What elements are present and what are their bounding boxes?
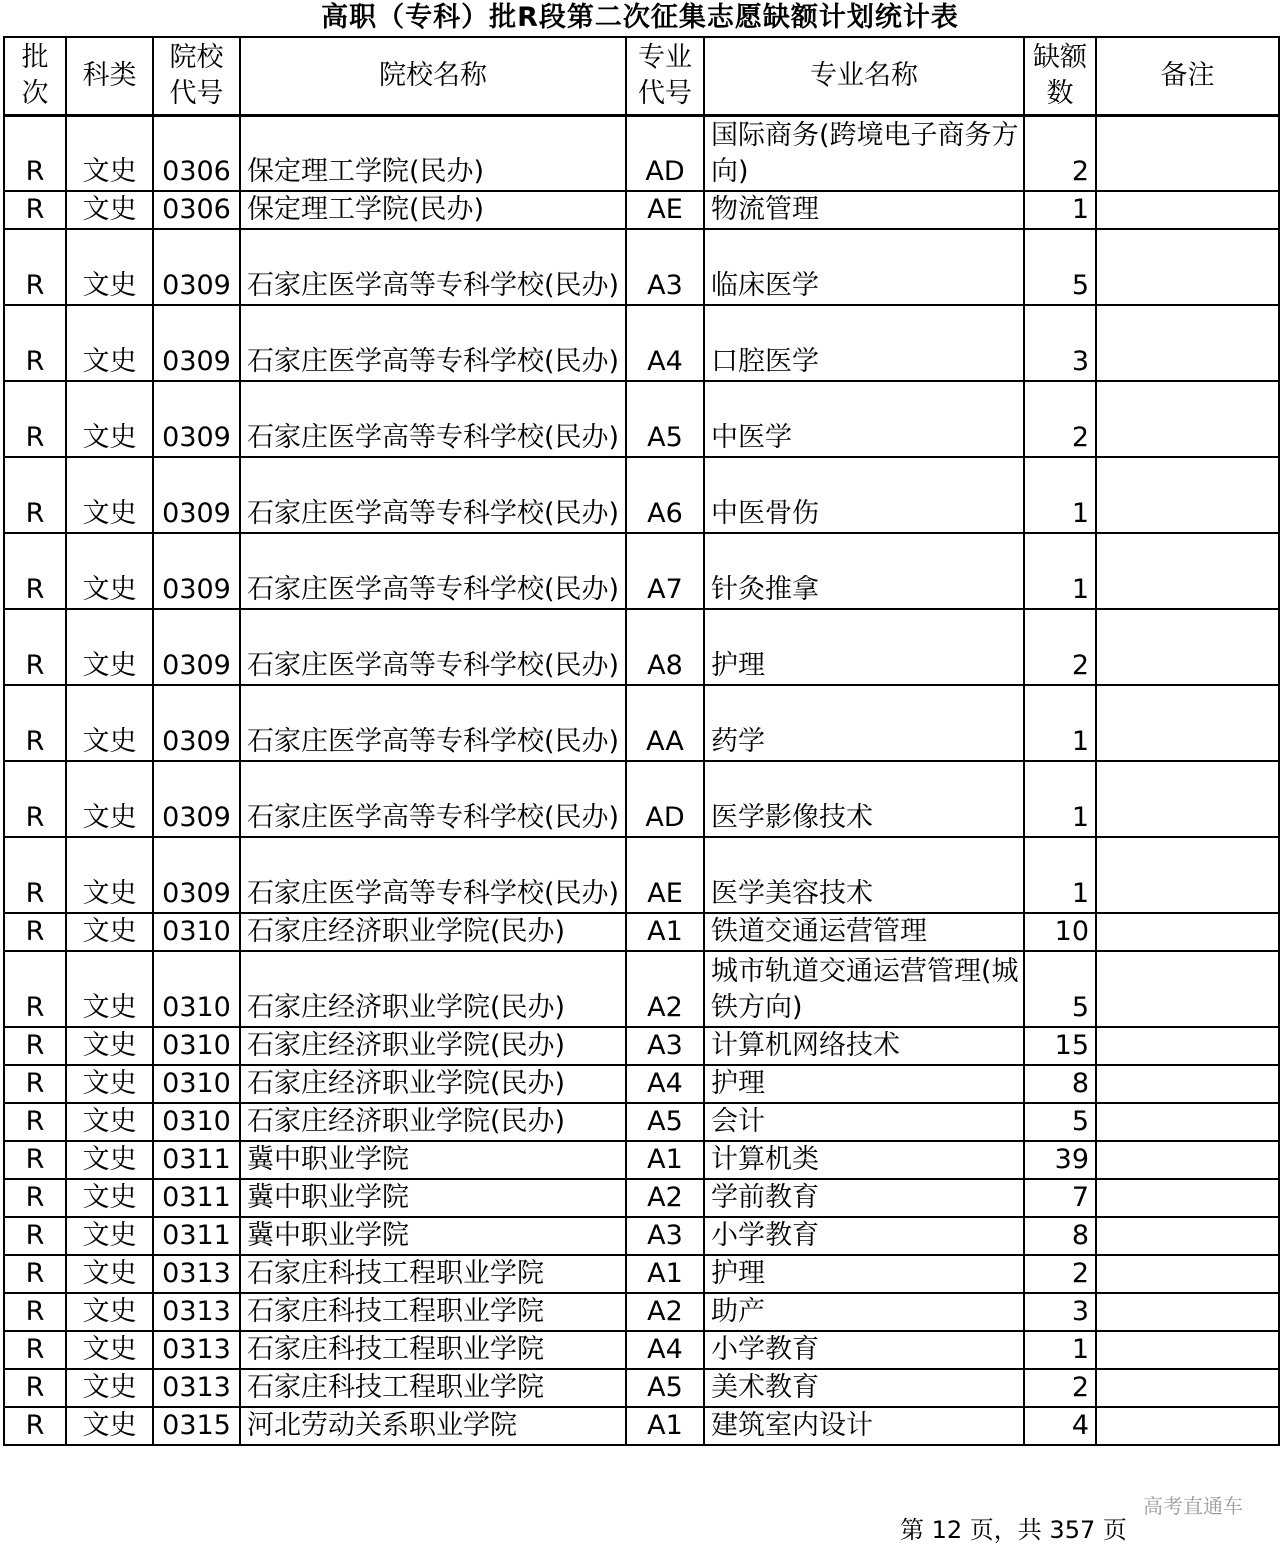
cell-batch: R	[4, 1293, 66, 1331]
cell-vacancy: 2	[1024, 381, 1096, 457]
table-row	[4, 381, 1279, 457]
cell-vacancy: 8	[1024, 1065, 1096, 1103]
cell-major-code: A4	[626, 305, 704, 381]
cell-vacancy: 7	[1024, 1179, 1096, 1217]
cell-vacancy: 2	[1024, 609, 1096, 685]
cell-school-code: 0306	[153, 115, 240, 191]
cell-school-code: 0310	[153, 1027, 240, 1065]
cell-category: 文史	[66, 837, 153, 913]
cell-school-code: 0309	[153, 229, 240, 305]
cell-school-name: 河北劳动关系职业学院	[240, 1407, 626, 1445]
table-row	[4, 1293, 1279, 1331]
header-remark: 备注	[1096, 37, 1279, 115]
page-title: 高职（专科）批R段第二次征集志愿缺额计划统计表	[321, 2, 959, 33]
cell-vacancy: 5	[1024, 951, 1096, 1027]
cell-category: 文史	[66, 761, 153, 837]
cell-vacancy: 1	[1024, 457, 1096, 533]
header-major-name: 专业名称	[704, 37, 1024, 115]
cell-category: 文史	[66, 1217, 153, 1255]
cell-major-code: A8	[626, 609, 704, 685]
cell-remark	[1096, 1331, 1279, 1369]
table-row	[4, 191, 1279, 229]
cell-major-code: AA	[626, 685, 704, 761]
cell-major-name: 学前教育	[704, 1179, 1024, 1217]
cell-remark	[1096, 381, 1279, 457]
header-vacancy: 缺额数	[1024, 37, 1096, 115]
cell-major-code: A5	[626, 381, 704, 457]
cell-vacancy: 2	[1024, 115, 1096, 191]
table-row	[4, 609, 1279, 685]
cell-school-code: 0309	[153, 305, 240, 381]
cell-school-code: 0310	[153, 1065, 240, 1103]
cell-remark	[1096, 1293, 1279, 1331]
cell-school-code: 0309	[153, 457, 240, 533]
cell-school-name: 石家庄医学高等专科学校(民办)	[240, 761, 626, 837]
cell-vacancy: 2	[1024, 1369, 1096, 1407]
cell-school-name: 石家庄医学高等专科学校(民办)	[240, 381, 626, 457]
cell-school-name: 保定理工学院(民办)	[240, 191, 626, 229]
header-batch: 批次	[4, 37, 66, 115]
cell-school-code: 0309	[153, 761, 240, 837]
cell-remark	[1096, 1141, 1279, 1179]
cell-batch: R	[4, 761, 66, 837]
cell-school-name: 石家庄医学高等专科学校(民办)	[240, 837, 626, 913]
cell-school-name: 石家庄经济职业学院(民办)	[240, 1103, 626, 1141]
cell-major-name: 临床医学	[704, 229, 1024, 305]
cell-major-code: A7	[626, 533, 704, 609]
cell-batch: R	[4, 229, 66, 305]
cell-category: 文史	[66, 1065, 153, 1103]
cell-school-name: 石家庄科技工程职业学院	[240, 1293, 626, 1331]
table-row	[4, 951, 1279, 1027]
cell-vacancy: 10	[1024, 913, 1096, 951]
cell-category: 文史	[66, 1179, 153, 1217]
cell-major-name: 中医学	[704, 381, 1024, 457]
cell-remark	[1096, 1407, 1279, 1445]
cell-major-name: 美术教育	[704, 1369, 1024, 1407]
table-row	[4, 457, 1279, 533]
cell-school-name: 石家庄医学高等专科学校(民办)	[240, 457, 626, 533]
cell-school-code: 0311	[153, 1217, 240, 1255]
cell-batch: R	[4, 609, 66, 685]
table-row	[4, 1027, 1279, 1065]
cell-school-code: 0309	[153, 533, 240, 609]
table-row	[4, 1141, 1279, 1179]
cell-vacancy: 1	[1024, 761, 1096, 837]
cell-school-name: 石家庄科技工程职业学院	[240, 1331, 626, 1369]
cell-school-code: 0306	[153, 191, 240, 229]
table-row	[4, 1407, 1279, 1445]
header-school-name: 院校名称	[240, 37, 626, 115]
cell-vacancy: 1	[1024, 1331, 1096, 1369]
table-row	[4, 229, 1279, 305]
cell-batch: R	[4, 457, 66, 533]
cell-remark	[1096, 951, 1279, 1027]
cell-major-name: 口腔医学	[704, 305, 1024, 381]
page-number: 第 12 页，共 357 页	[900, 1516, 1127, 1544]
cell-vacancy: 1	[1024, 191, 1096, 229]
table-row	[4, 685, 1279, 761]
cell-remark	[1096, 837, 1279, 913]
cell-major-name: 会计	[704, 1103, 1024, 1141]
cell-school-name: 冀中职业学院	[240, 1217, 626, 1255]
table-row	[4, 1179, 1279, 1217]
cell-remark	[1096, 1103, 1279, 1141]
cell-category: 文史	[66, 115, 153, 191]
vacancy-table	[3, 36, 1280, 1446]
cell-vacancy: 1	[1024, 533, 1096, 609]
cell-major-name: 城市轨道交通运营管理(城铁方向)	[704, 951, 1024, 1027]
cell-major-code: A5	[626, 1369, 704, 1407]
cell-category: 文史	[66, 229, 153, 305]
header-category: 科类	[66, 37, 153, 115]
cell-major-code: A1	[626, 1255, 704, 1293]
cell-vacancy: 4	[1024, 1407, 1096, 1445]
cell-school-name: 石家庄科技工程职业学院	[240, 1369, 626, 1407]
cell-school-code: 0313	[153, 1293, 240, 1331]
table-row	[4, 1103, 1279, 1141]
cell-category: 文史	[66, 685, 153, 761]
cell-category: 文史	[66, 1141, 153, 1179]
cell-remark	[1096, 1065, 1279, 1103]
cell-major-name: 小学教育	[704, 1217, 1024, 1255]
cell-remark	[1096, 1255, 1279, 1293]
cell-vacancy: 8	[1024, 1217, 1096, 1255]
cell-school-code: 0313	[153, 1369, 240, 1407]
cell-batch: R	[4, 951, 66, 1027]
cell-category: 文史	[66, 1027, 153, 1065]
cell-major-name: 医学美容技术	[704, 837, 1024, 913]
table-row	[4, 1065, 1279, 1103]
cell-major-code: AE	[626, 837, 704, 913]
table-row	[4, 305, 1279, 381]
cell-major-code: A3	[626, 1027, 704, 1065]
cell-batch: R	[4, 381, 66, 457]
cell-vacancy: 39	[1024, 1141, 1096, 1179]
table-row	[4, 837, 1279, 913]
cell-category: 文史	[66, 1293, 153, 1331]
cell-school-name: 石家庄经济职业学院(民办)	[240, 1065, 626, 1103]
cell-batch: R	[4, 191, 66, 229]
cell-remark	[1096, 913, 1279, 951]
header-major-code: 专业代号	[626, 37, 704, 115]
cell-major-code: A2	[626, 951, 704, 1027]
cell-batch: R	[4, 1331, 66, 1369]
cell-remark	[1096, 609, 1279, 685]
cell-batch: R	[4, 685, 66, 761]
cell-major-name: 针灸推拿	[704, 533, 1024, 609]
cell-major-name: 护理	[704, 1255, 1024, 1293]
cell-batch: R	[4, 1065, 66, 1103]
cell-major-code: A1	[626, 1407, 704, 1445]
header-school-code: 院校代号	[153, 37, 240, 115]
cell-category: 文史	[66, 1255, 153, 1293]
cell-major-code: A4	[626, 1065, 704, 1103]
cell-major-code: AD	[626, 115, 704, 191]
cell-batch: R	[4, 1407, 66, 1445]
cell-major-code: A6	[626, 457, 704, 533]
cell-batch: R	[4, 1027, 66, 1065]
cell-school-code: 0310	[153, 951, 240, 1027]
cell-remark	[1096, 1369, 1279, 1407]
cell-major-name: 物流管理	[704, 191, 1024, 229]
cell-major-name: 计算机类	[704, 1141, 1024, 1179]
table-row	[4, 533, 1279, 609]
cell-batch: R	[4, 1369, 66, 1407]
cell-major-name: 中医骨伤	[704, 457, 1024, 533]
cell-major-code: A2	[626, 1179, 704, 1217]
cell-school-code: 0310	[153, 1103, 240, 1141]
cell-major-name: 助产	[704, 1293, 1024, 1331]
cell-remark	[1096, 761, 1279, 837]
cell-school-name: 石家庄医学高等专科学校(民办)	[240, 609, 626, 685]
cell-remark	[1096, 1217, 1279, 1255]
cell-vacancy: 5	[1024, 1103, 1096, 1141]
cell-category: 文史	[66, 1407, 153, 1445]
cell-category: 文史	[66, 609, 153, 685]
cell-batch: R	[4, 1255, 66, 1293]
cell-major-name: 计算机网络技术	[704, 1027, 1024, 1065]
cell-school-name: 保定理工学院(民办)	[240, 115, 626, 191]
cell-remark	[1096, 685, 1279, 761]
cell-category: 文史	[66, 1331, 153, 1369]
cell-school-code: 0311	[153, 1141, 240, 1179]
cell-school-name: 石家庄经济职业学院(民办)	[240, 1027, 626, 1065]
cell-vacancy: 1	[1024, 837, 1096, 913]
cell-vacancy: 2	[1024, 1255, 1096, 1293]
cell-major-code: AE	[626, 191, 704, 229]
cell-school-name: 石家庄经济职业学院(民办)	[240, 913, 626, 951]
cell-major-code: A5	[626, 1103, 704, 1141]
cell-remark	[1096, 191, 1279, 229]
cell-school-name: 石家庄医学高等专科学校(民办)	[240, 229, 626, 305]
cell-batch: R	[4, 913, 66, 951]
cell-major-name: 铁道交通运营管理	[704, 913, 1024, 951]
cell-major-code: AD	[626, 761, 704, 837]
table-row	[4, 1255, 1279, 1293]
cell-major-code: A2	[626, 1293, 704, 1331]
cell-batch: R	[4, 1141, 66, 1179]
table-row	[4, 1217, 1279, 1255]
cell-batch: R	[4, 115, 66, 191]
cell-major-code: A4	[626, 1331, 704, 1369]
cell-vacancy: 5	[1024, 229, 1096, 305]
cell-school-code: 0309	[153, 837, 240, 913]
cell-vacancy: 1	[1024, 685, 1096, 761]
cell-batch: R	[4, 1217, 66, 1255]
cell-school-name: 冀中职业学院	[240, 1141, 626, 1179]
cell-school-code: 0311	[153, 1179, 240, 1217]
cell-remark	[1096, 533, 1279, 609]
cell-remark	[1096, 1179, 1279, 1217]
cell-batch: R	[4, 837, 66, 913]
cell-school-code: 0313	[153, 1331, 240, 1369]
cell-category: 文史	[66, 381, 153, 457]
cell-remark	[1096, 229, 1279, 305]
cell-remark	[1096, 457, 1279, 533]
cell-major-name: 小学教育	[704, 1331, 1024, 1369]
table-row	[4, 1331, 1279, 1369]
cell-category: 文史	[66, 951, 153, 1027]
cell-major-code: A1	[626, 1141, 704, 1179]
cell-batch: R	[4, 533, 66, 609]
table-header-row	[4, 37, 1279, 115]
cell-school-code: 0309	[153, 609, 240, 685]
cell-school-name: 石家庄医学高等专科学校(民办)	[240, 685, 626, 761]
cell-major-code: A3	[626, 1217, 704, 1255]
table-row	[4, 761, 1279, 837]
cell-school-code: 0315	[153, 1407, 240, 1445]
cell-major-name: 国际商务(跨境电子商务方向)	[704, 115, 1024, 191]
cell-school-code: 0309	[153, 381, 240, 457]
cell-category: 文史	[66, 305, 153, 381]
cell-school-code: 0313	[153, 1255, 240, 1293]
cell-remark	[1096, 1027, 1279, 1065]
cell-batch: R	[4, 305, 66, 381]
cell-remark	[1096, 305, 1279, 381]
cell-category: 文史	[66, 533, 153, 609]
watermark: 高考直通车	[1143, 1494, 1243, 1518]
table-row	[4, 115, 1279, 191]
cell-school-name: 石家庄医学高等专科学校(民办)	[240, 305, 626, 381]
cell-major-name: 药学	[704, 685, 1024, 761]
cell-batch: R	[4, 1103, 66, 1141]
cell-school-code: 0309	[153, 685, 240, 761]
cell-category: 文史	[66, 1103, 153, 1141]
cell-major-code: A3	[626, 229, 704, 305]
cell-category: 文史	[66, 457, 153, 533]
cell-major-name: 医学影像技术	[704, 761, 1024, 837]
cell-vacancy: 3	[1024, 1293, 1096, 1331]
cell-vacancy: 15	[1024, 1027, 1096, 1065]
cell-vacancy: 3	[1024, 305, 1096, 381]
cell-school-name: 石家庄经济职业学院(民办)	[240, 951, 626, 1027]
cell-category: 文史	[66, 913, 153, 951]
cell-school-name: 石家庄科技工程职业学院	[240, 1255, 626, 1293]
cell-category: 文史	[66, 191, 153, 229]
cell-school-name: 石家庄医学高等专科学校(民办)	[240, 533, 626, 609]
table-row	[4, 1369, 1279, 1407]
cell-category: 文史	[66, 1369, 153, 1407]
cell-major-name: 建筑室内设计	[704, 1407, 1024, 1445]
cell-major-name: 护理	[704, 609, 1024, 685]
cell-batch: R	[4, 1179, 66, 1217]
cell-school-name: 冀中职业学院	[240, 1179, 626, 1217]
table-row	[4, 913, 1279, 951]
cell-major-code: A1	[626, 913, 704, 951]
cell-school-code: 0310	[153, 913, 240, 951]
cell-major-name: 护理	[704, 1065, 1024, 1103]
cell-remark	[1096, 115, 1279, 191]
